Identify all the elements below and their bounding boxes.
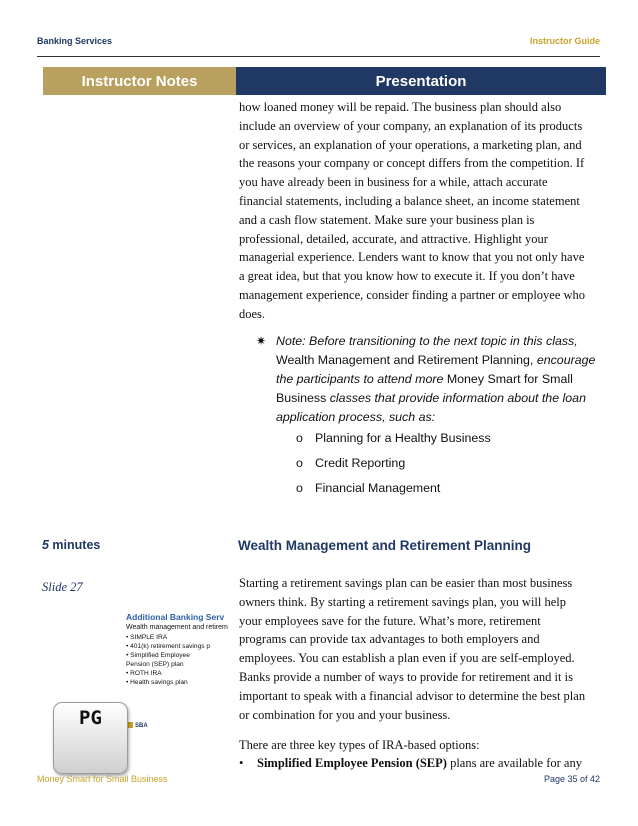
slide-item: • Simplified Employee [126, 652, 190, 659]
header-left: Banking Services [37, 36, 113, 46]
text-line: and a cash flow statement. Make sure your business plan is [239, 212, 535, 227]
text-line: managerial experience. Lenders want to know that you not only have [239, 250, 585, 265]
column-header-presentation: Presentation [236, 67, 606, 95]
text-line: Starting a retirement savings plan can be easier than most business [239, 576, 573, 590]
circle-bullet-icon: o [296, 456, 303, 470]
pg-badge [53, 702, 128, 774]
note-topic: Wealth Management and Retirement Planning, [276, 353, 534, 367]
text-line: programs can provide tax advantages to both employers and [239, 632, 540, 647]
list-item-label: Financial Management [315, 481, 441, 495]
slide-item: • Health savings plan [126, 679, 188, 686]
header-right: Instructor Guide [529, 36, 600, 46]
circle-bullet-icon: o [296, 481, 303, 495]
list-item [296, 431, 491, 445]
text-line: you have already been in business for a while, attach accurate [239, 175, 548, 190]
circle-bullet-icon: o [296, 431, 303, 445]
ira-option-name: Simplified Employee Pension (SEP) [257, 756, 447, 770]
minutes-label: minutes [48, 538, 101, 552]
bullet-dot-icon: • [239, 756, 244, 770]
ira-option-item [239, 756, 599, 771]
note-italic-1: Note: Before transitioning to the next topic in this class, [276, 334, 578, 348]
note-text [276, 332, 598, 427]
list-item-label: Credit Reporting [315, 456, 406, 470]
slide-item: Pension (SEP) plan [126, 661, 184, 668]
list-item-label: Planning for a Healthy Business [315, 431, 491, 445]
text-line: professional, detailed, accurate, and attractive. Highlight your [239, 231, 548, 246]
note-italic-2: encourage the participants to attend more [276, 353, 596, 386]
text-line: Banks provide a number of ways to provide for retirement and it is [239, 669, 573, 684]
presentation-paragraph-3: There are three key types of IRA-based options: [239, 738, 480, 752]
slide-label: Slide 27 [42, 580, 83, 594]
note-program-1: Money Smart [446, 372, 521, 386]
slide-title: Additional Banking Serv [126, 612, 225, 622]
note-italic-3: classes that provide information about the loan application process, such as: [276, 391, 586, 424]
sba-logo-text: SBA [135, 723, 148, 729]
text-line: employees. You can establish a plan even if you are self-employed. [239, 651, 575, 666]
slide-item: • 401(k) retirement savings p [126, 643, 211, 650]
text-line: financial statements, including a balance sheet, an income statement [239, 193, 580, 208]
slide-bullet-list [126, 633, 210, 687]
text-line: important to speak with a financial advisor to determine the best plan [239, 688, 586, 703]
text-line: the reasons your company or concept differs from the competition. If [239, 156, 585, 171]
star-bullet-icon: ✷ [256, 334, 267, 348]
section-title: Wealth Management and Retirement Planning [238, 538, 532, 553]
pg-badge-label: PG [79, 707, 102, 729]
minutes-number: 5 [42, 538, 49, 552]
text-line: management experience, consider finding a partner or employee who [239, 287, 586, 302]
presentation-paragraph-1 [239, 98, 599, 324]
list-item [296, 481, 440, 495]
sba-logo [127, 722, 148, 729]
slide-subtitle: Wealth management and retirem [126, 624, 228, 631]
time-allotment [42, 538, 100, 552]
ira-option-text: plans are available for any [446, 756, 582, 770]
slide-item: • SIMPLE IRA [126, 634, 168, 641]
page-number: Page 35 of 42 [543, 774, 600, 784]
text-line: or combination for you and your business. [239, 707, 451, 722]
text-line: your employees save for the future. What’s more, retirement [239, 613, 541, 628]
note-program-2: for Small Business [276, 372, 573, 405]
text-line: or services, an explanation of your operations, a marketing plan, and [239, 137, 582, 152]
presentation-paragraph-2 [239, 574, 599, 724]
text-line: does. [239, 306, 266, 321]
footer-left: Money Smart for Small Business [37, 774, 168, 784]
instructor-note [258, 332, 598, 427]
slide-item: • ROTH IRA [126, 670, 162, 677]
column-header-instructor-notes: Instructor Notes [43, 67, 236, 95]
list-item [296, 456, 405, 470]
text-line: how loaned money will be repaid. The business plan should also [239, 100, 562, 114]
text-line: owners think. By starting a retirement savings plan, you will help [239, 594, 567, 609]
text-line: a great idea, but that you know how to execute it. If you don’t have [239, 269, 575, 284]
slide-thumbnail [122, 608, 236, 734]
header-divider [37, 56, 600, 57]
text-line: include an overview of your company, an explanation of its products [239, 118, 583, 133]
